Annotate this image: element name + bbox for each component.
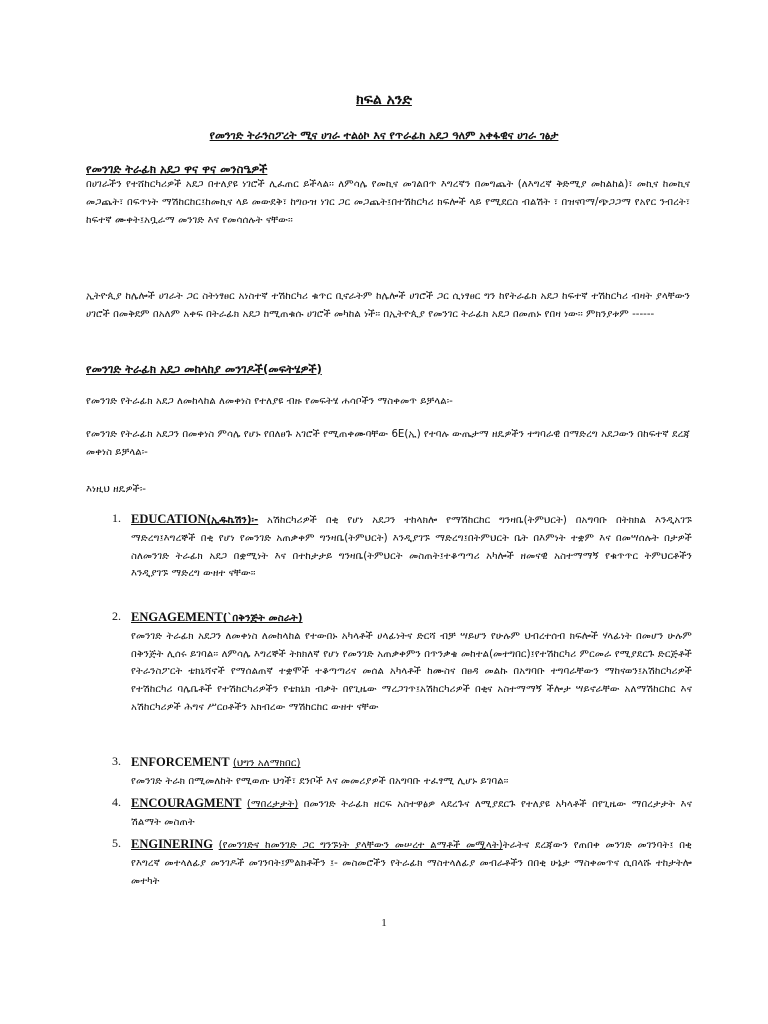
chapter-title: ክፍል አንድ <box>356 92 412 108</box>
section-heading-prevention: የመንገድ ትራፊክ አደጋ መከላከያ መንገዶች(መፍትሄዎች) <box>86 362 322 376</box>
list-number: 2. <box>112 609 121 623</box>
list-item <box>86 795 692 832</box>
list-item-amharic-term: (ማበረታታት) <box>246 799 299 810</box>
list-item-amharic-term: (`በቅንጅት መስራት) <box>222 613 303 624</box>
paragraph-causes: በሀገራችን የተሸከርካሪዎች አደጋ በተለያዩ ነገሮች ሊፈጠር ይችላል፡፡ ለምሳሌ የመኪና መገልበጥ እግረኛን በመግጨት (ለእግረኛ ቅድሚያ መከልከል)፣ መኪና ከመኪና መጋጨት፣ በፍጥነት ማሽከርከር፤ከመኪና ላይ መውደቅ፣ ከግዑዝ ነገር ጋር መጋጨት፤በተሽከርካሪ ክፍሎች ላይ የሚደርስ ብልሽት ፣ በዝናባማ/ጭጋጋማ የአየር ንብረት፣ ከፍተኛ ሙቀት፤አቧራማ መንገድ እና የመሳሰሉት ናቸው፡፡ <box>86 179 690 226</box>
list-item-english-term: ENCOURAGMENT <box>131 796 242 810</box>
list-item-text: የመንገድ ትራክ በሚመለከት የሚወጡ ህጎች፣ ደንቦች እና መመሪያዎች በአግባቡ ተፈፃሚ ሊሆኑ ይገባል፡፡ <box>131 775 509 787</box>
paragraph-ethiopia: ኢትዮጲያ ከሌሎች ሀገራት ጋር ስትነፃፀር አነስተኛ ተሽከርካሪ ቁጥር ቢኖራትም ከሌሎች ሀገሮች ጋር ሲነፃፀር ግን ከየትራፊክ አደጋ ከፍተኛ ተሽከርካሪ ብዛት ያላቸውን ሀገሮች በመቅደም በአለም አቀፍ በትራፊክ አደጋ ከሚጠቁሱ ሀገሮች መካከል ነች፡፡ በኢትዮጲያ የመንገር ትራፊክ አደጋ በመጠኑ የበዛ ነው፡፡ ምክንያቱም ------ <box>86 291 690 320</box>
chapter-subtitle: የመንገድ ትራንስፖረት ሚና ሀገራ ተልዕኮ እና የጥራፊክ አደጋ ዓለም አቀፋዊና ሀገራ ገፅታ <box>209 129 559 142</box>
paragraph-prevention-intro: የመንገድ የትራፊክ አደጋ ለመከላከል ለመቀነስ የተለያዩ ብዙ የመፍትሄ ሐሳቦችን ማስቀመጥ ይቻላል፡- <box>86 396 453 407</box>
list-item-amharic-term: (የመንገድና ከመንገድ ጋር ግንኙነት ያላቸውን መሠረተ ልማቶች መሟላት) <box>218 840 503 851</box>
list-item-amharic-term: (ህግን አለማክበር) <box>232 758 301 769</box>
page-number: 1 <box>381 917 387 929</box>
list-item-amharic-term: (ኢዱኬሽን)፡- <box>206 515 259 526</box>
paragraph-6e-methods: የመንገድ የትራፊክ አደጋን በመቀነስ ምሳሌ የሆኑ የበለፀጉ አገሮች የሚጠቀሙባቸው 6E(ኢ) የተባሉ ውጤታማ ዘዴዎችን ተግባራዊ በማድረግ አደጋውን በከፍተኛ ደረጃ መቀነስ ይቻላል፡- <box>86 429 690 458</box>
list-item <box>86 754 692 791</box>
list-item <box>86 836 692 890</box>
list-item-english-term: ENFORCEMENT <box>131 755 230 769</box>
list-number: 4. <box>112 795 121 809</box>
list-item-text: የመንገድ ትራፊክ አደጋን ለመቀነስ ለመከላከል የተውበኑ አካላቶች ሀላፊነትና ድርሻ ብቻ ሣይሆን የሁሉም ህብረተሰብ ክፍሎች ሃላፊነት በመሆን ሁሉም በቅንጅት ሊሰሩ ይገባል፡፡ ለምሳሌ እግረኞች ትክክለኛ የሆነ የመንገድ አጠቃቀምን በጥንቃቄ መከተል(መተግበር)፤የተሽከርካሪ ምርመራ የሚያደርጉ ድርጅቶች የትራንስፖርት ቴክኒሻኖች የማሰልጠኛ ተቋሞች ተቆጣጣሪና መሰል አካላቶች ከሙስና በፀዳ መልኩ በአግባቡ ተግባራቸውን ማከናወን፤አሽከርካሪዎች የተሽከርካሪ ባሌቤቶች የተሽከርካሪዎችን የቴክኒክ ብቃት በየጊዜው ማረጋገጥ፤አሽከርካሪዎች በቂና አስተማማኝ ችሎታ ሣይኖራቸው አለማሽከርከር እና አሽከርካሪዎች ሕግና ሥርዐቶችን አክብረው ማሽከርከር ውዘተ ናቸው <box>131 630 692 713</box>
list-item-text: ትራትና ደረጃውን የጠበቀ መንገድ መገንባት፤ በቂ የእግረኛ መተላለፊያ መንገዶች መገንባት፤ምልክቶችን ፤- መስመሮችን የትራፊክ ማስተላለፊያ መብራቶችን በበቂ ሁኔታ ማስቀመጥና ሲበላሹ ተከታትሎ መተካት <box>131 840 692 887</box>
list-item-english-term: ENGAGEMENT <box>131 610 223 624</box>
list-item-english-term: EDUCATION <box>131 512 207 526</box>
list-number: 3. <box>112 754 121 768</box>
paragraph-methods-label: እነዚህ ዘዴዎች፡- <box>86 484 146 495</box>
list-item <box>86 609 692 717</box>
list-item-english-term: ENGINERING <box>131 837 213 851</box>
list-number: 1. <box>112 511 121 525</box>
list-item-text: አሽከርካሪዎች በቂ የሆነ አደጋን ተከላክሎ የማሽከርከር ግንዛቤ(ትምህርት) በአግባቡ በትክክል እንዲአገኙ ማድረግ፤እግረኞች በቂ የሆነ የመንገድ አጠቃቀም ግንዛቤ(ትምህርት) እንዲያገኙ ማድረግ፤በትምህርት ቤት በእምነት ተቋም እና በመሣሰሉት በታዎች ስለመንገድ ትራፊክ አደጋ በቋሚነት እና በተከታታይ ግንዛቤ(ትምህርት መስጠት፤ተቆጣጣሪ አካሎች ዘመናዊ አስተማማኝ የቁጥጥር ትምህርቶችን እንዲያገኙ ማድረግ ውዘተ ናቸው፡፡ <box>131 515 692 580</box>
list-item-text: በመንገድ ትራፊክ ዘርፍ አስተዋፅዎ ላደረጉና ለሚያደርጉ የተለያዩ አካላቶች በየጊዜው ማበረታታት እና ሽልማት መስጠት <box>131 799 692 828</box>
list-number: 5. <box>112 836 121 850</box>
section-heading-causes: የመንገድ ትራፊክ አደጋ ዋና ዋና መንስዔዎች <box>86 162 268 176</box>
list-item <box>86 511 692 583</box>
